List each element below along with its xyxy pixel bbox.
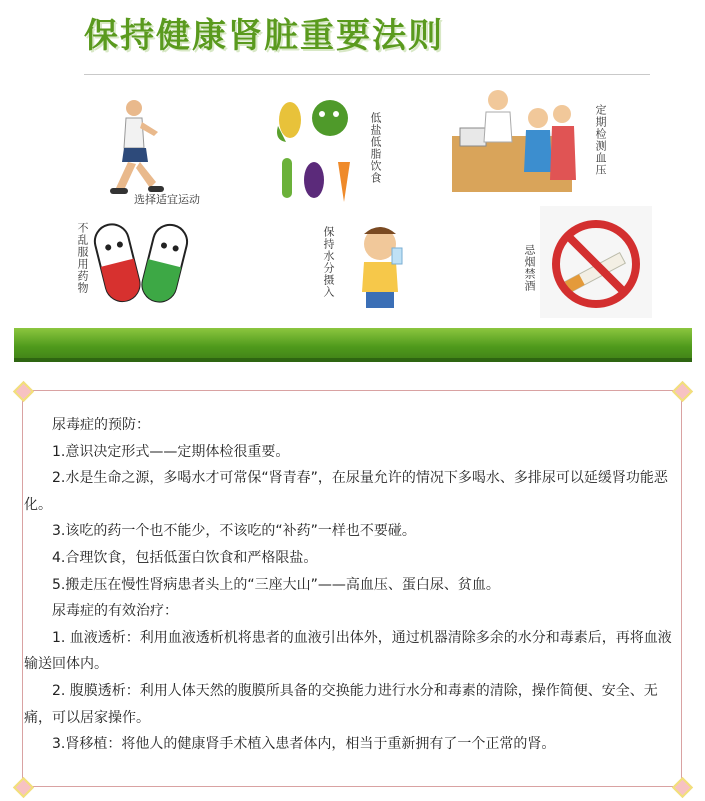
label-blood-pressure: 定期检测血压 (594, 104, 607, 176)
prevention-item: 2.水是生命之源，多喝水才可常保“肾青春”，在尿量允许的情况下多喝水、多排尿可以延缓肾功能恶化。 (24, 470, 668, 513)
label-medicine: 不乱服用药物 (76, 222, 89, 294)
label-diet: 低盐低脂饮食 (369, 112, 382, 184)
label-exercise: 选择适宜运动 (134, 193, 200, 206)
no-smoking-icon (548, 216, 644, 312)
prevention-item: 4.合理饮食，包括低蛋白饮食和严格限盐。 (52, 549, 318, 566)
pills-illustration (92, 218, 192, 306)
blood-pressure-illustration (446, 88, 586, 196)
prevention-item: 3.该吃的药一个也不能少，不该吃的“补药”一样也不要碰。 (52, 523, 416, 540)
green-banner-bar (14, 328, 692, 362)
prevention-item: 5.搬走压在慢性肾病患者头上的“三座大山”——高血压、蛋白尿、贫血。 (52, 576, 500, 593)
prevention-item: 1.意识决定形式——定期体检很重要。 (52, 443, 290, 460)
title-divider (84, 74, 650, 75)
kidney-poster (14, 0, 692, 362)
treatment-item: 1. 血液透析：利用血液透析机将患者的血液引出体外，通过机器清除多余的水分和毒素后，再将血液输送回体内。 (24, 629, 672, 673)
treatment-item: 2. 腹膜透析：利用人体天然的腹膜所具备的交换能力进行水分和毒素的清除，操作简便、安全、无痛，可以居家操作。 (24, 682, 658, 726)
treatment-item: 3.肾移植：将他人的健康肾手术植入患者体内，相当于重新拥有了一个正常的肾。 (52, 736, 556, 753)
label-water: 保持水分摄入 (322, 226, 335, 298)
treatment-heading: 尿毒症的有效治疗： (52, 603, 178, 620)
drinking-water-illustration (350, 224, 414, 314)
prevention-heading: 尿毒症的预防： (52, 417, 150, 433)
label-no-smoking: 忌烟禁酒 (523, 244, 536, 292)
poster-title: 保持健康肾脏重要法则 (84, 16, 444, 56)
vegetables-illustration (272, 96, 362, 206)
article-body (24, 412, 672, 758)
